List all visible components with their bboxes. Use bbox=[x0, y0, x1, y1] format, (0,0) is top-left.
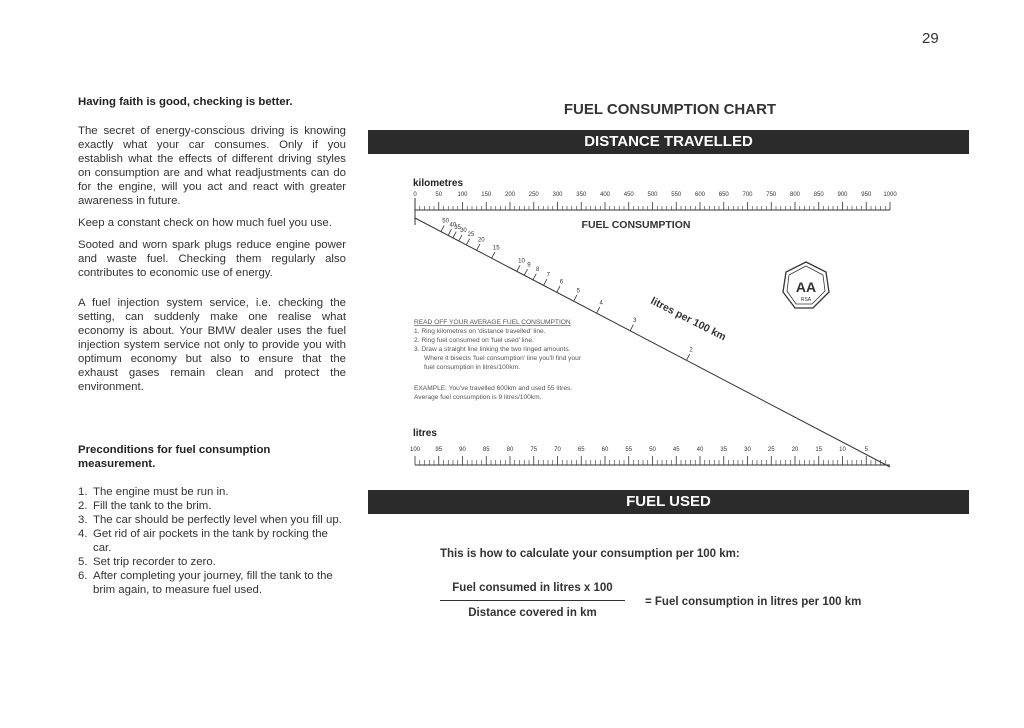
formula-numerator: Fuel consumed in litres x 100 bbox=[452, 582, 613, 594]
heading-preconditions: Preconditions for fuel consumption measurement. bbox=[78, 444, 271, 470]
list-item: 5. Set trip recorder to zero. bbox=[78, 556, 216, 568]
km-tick-label: 200 bbox=[504, 192, 516, 198]
diag-tick-label: 9 bbox=[527, 262, 531, 269]
banner-distance-travelled: DISTANCE TRAVELLED bbox=[368, 130, 969, 154]
diag-tick-label: 4 bbox=[599, 300, 603, 307]
aa-logo-text: AA bbox=[795, 279, 817, 295]
litres-label: litres bbox=[413, 428, 437, 439]
instructions bbox=[414, 319, 582, 401]
km-tick-label: 950 bbox=[861, 192, 872, 198]
diag-tick-label: 8 bbox=[535, 267, 540, 274]
litres-ticks bbox=[410, 447, 885, 465]
diag-tick-label: 3 bbox=[633, 317, 637, 324]
km-tick-label: 800 bbox=[789, 192, 801, 198]
diag-tick-label: 6 bbox=[559, 279, 564, 286]
instruction-step: 3. Draw a straight line linking the two ringed amounts. bbox=[414, 346, 571, 353]
km-tick-label: 0 bbox=[413, 192, 417, 198]
paragraph-keep-check: Keep a constant check on how much fuel you use. bbox=[78, 217, 332, 229]
preconditions-list bbox=[78, 485, 346, 597]
diag-tick bbox=[448, 229, 451, 235]
litres-tick-label: 90 bbox=[459, 447, 466, 453]
diag-tick bbox=[466, 239, 469, 245]
litres-tick-label: 35 bbox=[720, 447, 728, 453]
formula-intro: This is how to calculate your consumption per 100 km: bbox=[440, 548, 740, 560]
diag-tick-label: 5 bbox=[576, 288, 580, 295]
diag-tick bbox=[459, 235, 462, 241]
km-tick-label: 450 bbox=[623, 192, 634, 198]
aa-logo-sub: RSA bbox=[800, 297, 812, 303]
example-line: Average fuel consumption is 9 litres/100km. bbox=[414, 394, 542, 401]
km-tick-label: 50 bbox=[435, 192, 443, 198]
diag-tick bbox=[517, 265, 520, 271]
litres-tick-label: 60 bbox=[601, 447, 609, 453]
banner-fuel-used: FUEL USED bbox=[368, 490, 969, 514]
heading-checking: Having faith is good, checking is better. bbox=[78, 96, 293, 108]
km-tick-label: 700 bbox=[742, 192, 753, 198]
diag-tick bbox=[630, 325, 633, 331]
formula-denominator: Distance covered in km bbox=[468, 607, 597, 619]
km-tick-label: 1000 bbox=[883, 192, 897, 198]
litres-tick-label: 5 bbox=[864, 447, 868, 453]
litres-per-100km-label: litres per 100 km bbox=[648, 294, 728, 344]
km-tick-label: 900 bbox=[837, 192, 848, 198]
litres-tick-label: 15 bbox=[815, 447, 823, 453]
km-tick-label: 350 bbox=[576, 192, 587, 198]
litres-tick-label: 95 bbox=[435, 447, 443, 453]
diag-tick bbox=[597, 307, 600, 313]
diag-tick bbox=[492, 252, 495, 258]
fuel-consumption-label: FUEL CONSUMPTION bbox=[581, 219, 691, 231]
diag-tick-label: 15 bbox=[492, 245, 500, 252]
formula-result: = Fuel consumption in litres per 100 km bbox=[645, 596, 862, 608]
km-tick-label: 550 bbox=[671, 192, 682, 198]
diag-tick bbox=[574, 295, 577, 301]
list-item: 4. Get rid of air pockets in the tank by rocking the car. bbox=[78, 528, 328, 554]
list-item: 2. Fill the tank to the brim. bbox=[78, 500, 212, 512]
instruction-step: 2. Ring fuel consumed on 'fuel used' line. bbox=[414, 337, 534, 344]
diag-tick-label: 10 bbox=[518, 258, 525, 265]
km-tick-label: 650 bbox=[718, 192, 729, 198]
chart-title: FUEL CONSUMPTION CHART bbox=[563, 101, 777, 118]
diag-tick-label: 20 bbox=[477, 237, 485, 244]
paragraph-spark-plugs: Sooted and worn spark plugs reduce engine power and waste fuel. Checking them regularly also contributes to economic use of energy. bbox=[78, 239, 346, 279]
diag-tick-label: 35 bbox=[454, 225, 461, 232]
instruction-step: Where it bisects 'fuel consumption' line you'll find your bbox=[424, 355, 581, 362]
diag-tick bbox=[453, 232, 456, 238]
list-item: 3. The car should be perfectly level when you fill up. bbox=[78, 514, 342, 526]
paragraph-injection: A fuel injection system service, i.e. checking the setting, can suddenly make one realise what economy is about. Your BMW dealer uses the fuel injection system service not only to provide you with optimum economy but also to ensure that the exhaust gases remain clean and protect the environment. bbox=[78, 297, 346, 393]
km-tick-label: 400 bbox=[599, 192, 611, 198]
litres-tick-label: 75 bbox=[530, 447, 538, 453]
km-ticks bbox=[413, 192, 897, 210]
page-number: 29 bbox=[922, 30, 939, 47]
instruction-step: fuel consumption in litres/100km. bbox=[424, 364, 521, 371]
paragraph-energy: The secret of energy-conscious driving is knowing exactly what your car consumes. Only if you establish what the effects of different driving styles on consumption are and what readjustments can do for the engine, will you act and react with greater awareness in future. bbox=[78, 125, 346, 207]
km-tick-label: 100 bbox=[457, 192, 468, 198]
km-tick-label: 600 bbox=[694, 192, 706, 198]
km-label: kilometres bbox=[413, 178, 464, 189]
litres-tick-label: 50 bbox=[649, 447, 656, 453]
litres-tick-label: 20 bbox=[791, 447, 799, 453]
instructions-heading: READ OFF YOUR AVERAGE FUEL CONSUMPTION bbox=[414, 319, 571, 326]
diag-tick bbox=[477, 244, 480, 250]
aa-logo bbox=[783, 262, 829, 308]
litres-tick-label: 30 bbox=[744, 447, 751, 453]
litres-tick-label: 80 bbox=[506, 447, 514, 453]
litres-tick-label: 70 bbox=[554, 447, 561, 453]
km-tick-label: 250 bbox=[528, 192, 539, 198]
km-tick-label: 850 bbox=[813, 192, 824, 198]
litres-tick-label: 100 bbox=[409, 447, 421, 453]
diag-tick bbox=[557, 286, 560, 292]
list-item: 6. After completing your journey, fill the tank to the brim again, to measure fuel used. bbox=[78, 570, 333, 596]
example-line: EXAMPLE: You've travelled 600km and used 55 litres. bbox=[414, 385, 573, 392]
list-item: 1. The engine must be run in. bbox=[78, 486, 229, 498]
litres-tick-label: 45 bbox=[672, 447, 680, 453]
fraction-bar bbox=[440, 600, 625, 601]
diag-tick-label: 50 bbox=[442, 218, 449, 225]
diag-tick-label: 7 bbox=[546, 272, 550, 279]
nomogram bbox=[368, 165, 969, 470]
km-tick-label: 300 bbox=[552, 192, 563, 198]
diag-tick bbox=[524, 269, 527, 275]
litres-tick-label: 10 bbox=[839, 447, 846, 453]
litres-tick-label: 65 bbox=[577, 447, 585, 453]
diag-tick bbox=[686, 354, 689, 360]
diag-tick bbox=[441, 225, 444, 231]
diag-tick-label: 40 bbox=[449, 222, 457, 229]
km-tick-label: 500 bbox=[647, 192, 658, 198]
diag-tick-label: 2 bbox=[689, 347, 693, 354]
litres-tick-label: 40 bbox=[696, 447, 704, 453]
diag-tick bbox=[544, 279, 547, 285]
left-column bbox=[78, 95, 346, 597]
litres-tick-label: 55 bbox=[625, 447, 633, 453]
litres-tick-label: 85 bbox=[482, 447, 490, 453]
diag-tick-label: 30 bbox=[460, 228, 467, 235]
diag-tick bbox=[533, 274, 536, 280]
instruction-step: 1. Ring kilometres on 'distance travelled' line. bbox=[414, 328, 546, 335]
km-tick-label: 150 bbox=[481, 192, 492, 198]
litres-tick-label: 25 bbox=[767, 447, 775, 453]
km-tick-label: 750 bbox=[766, 192, 777, 198]
diag-tick-label: 25 bbox=[467, 232, 475, 239]
